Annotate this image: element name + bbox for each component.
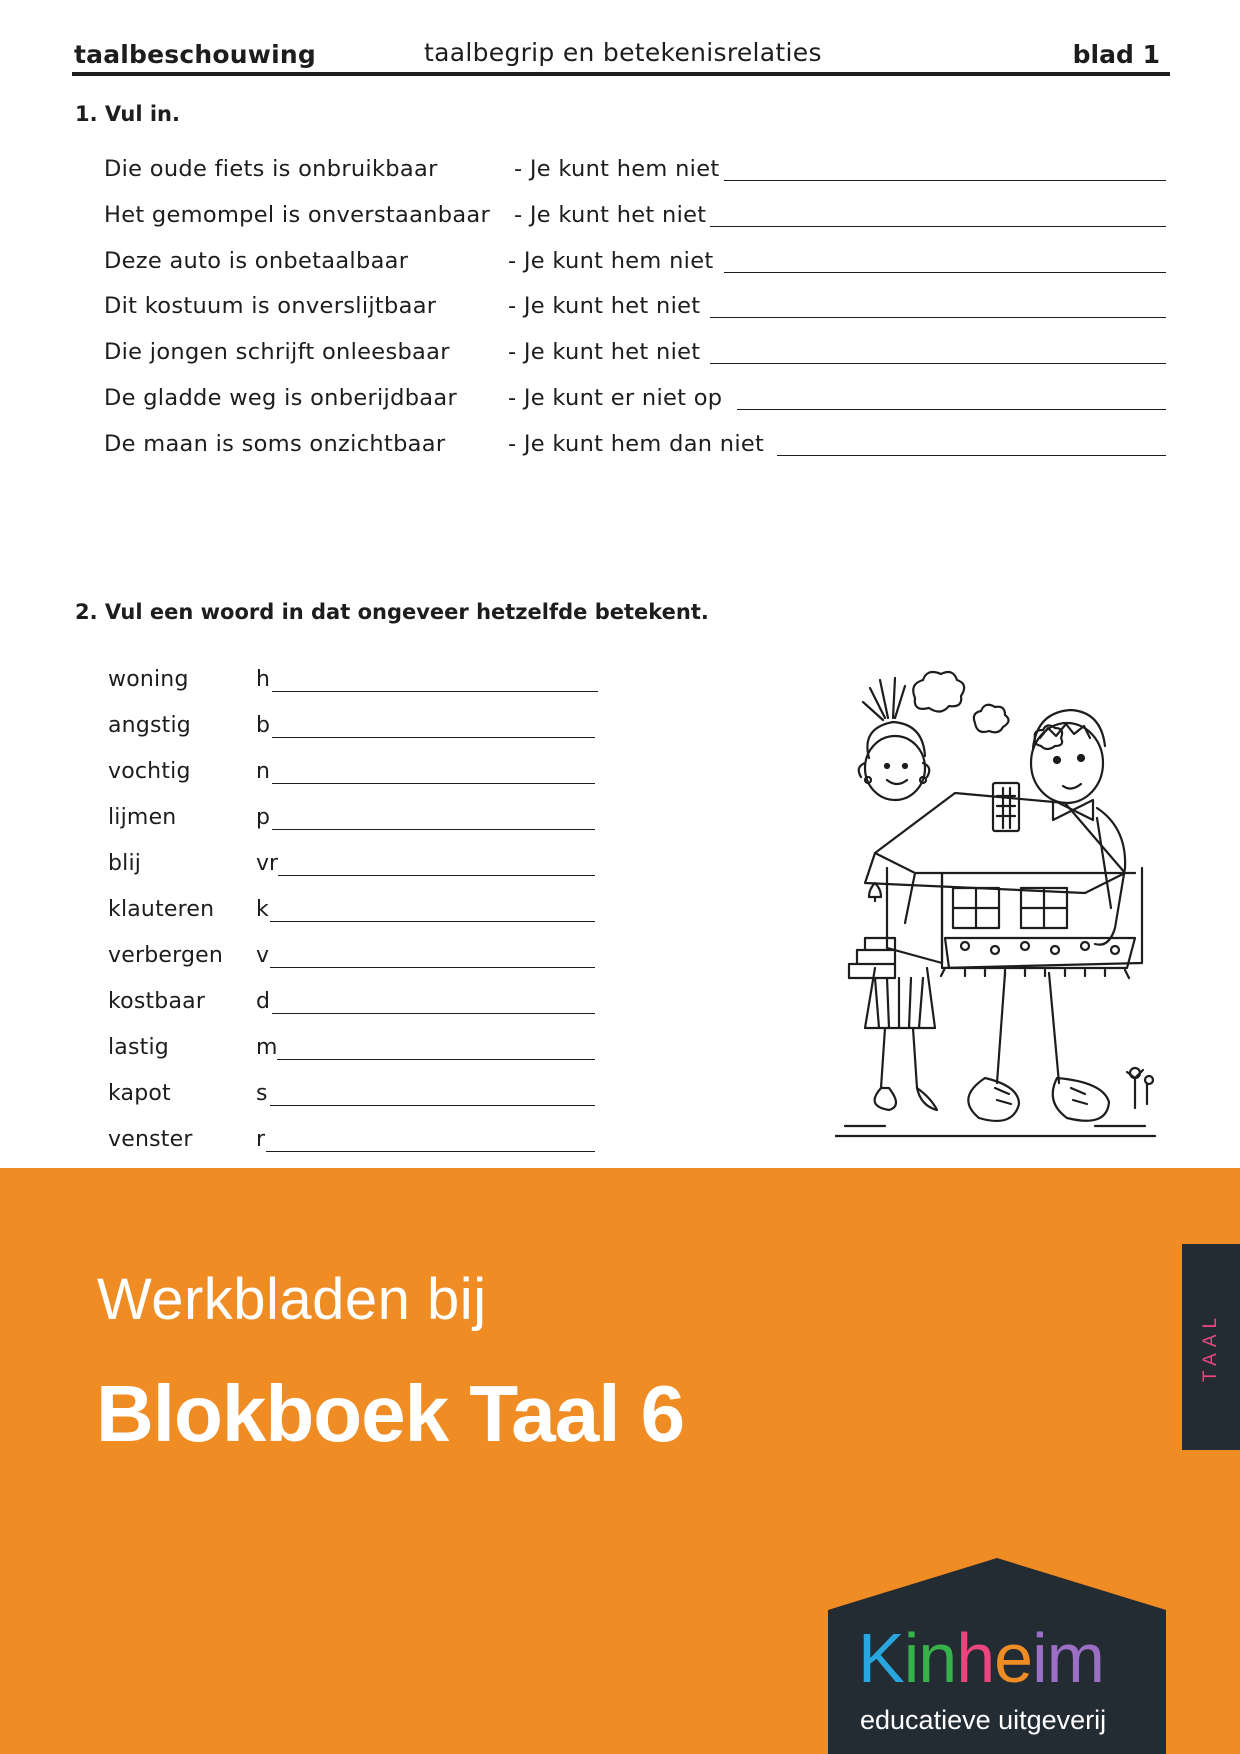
- answer-line[interactable]: [278, 875, 595, 876]
- synonym-row: [0, 989, 620, 1019]
- answer-line[interactable]: [270, 921, 595, 922]
- kinheim-logo: [828, 1558, 1166, 1754]
- synonym-word: angstig: [108, 713, 191, 738]
- synonym-row: [0, 667, 620, 697]
- exercise1-row: [0, 339, 1240, 369]
- synonym-row: [0, 851, 620, 881]
- exercise2-title: 2. Vul een woord in dat ongeveer hetzelfde betekent.: [75, 600, 709, 624]
- exercise1-prompt: - Je kunt hem niet: [508, 248, 714, 274]
- synonym-row: [0, 805, 620, 835]
- synonym-row: [0, 1081, 620, 1111]
- synonym-hint: v: [256, 943, 270, 968]
- exercise1-prompt: - Je kunt het niet: [514, 202, 707, 228]
- cover-banner: [0, 1168, 1240, 1754]
- exercise1-row: [0, 156, 1240, 186]
- page-header: [72, 34, 1170, 76]
- answer-line[interactable]: [724, 272, 1166, 273]
- answer-line[interactable]: [724, 180, 1166, 181]
- answer-line[interactable]: [777, 455, 1166, 456]
- synonym-word: kapot: [108, 1081, 171, 1106]
- answer-line[interactable]: [272, 783, 595, 784]
- exercise1-prompt: - Je kunt hem dan niet: [508, 431, 765, 457]
- synonym-hint: r: [256, 1127, 266, 1152]
- answer-line[interactable]: [270, 967, 595, 968]
- exercise1-prompt: - Je kunt het niet: [508, 339, 701, 365]
- logo-letter: K: [858, 1619, 904, 1697]
- sheet-number: blad 1: [1072, 40, 1160, 69]
- answer-line[interactable]: [272, 1013, 595, 1014]
- synonym-row: [0, 1035, 620, 1065]
- synonym-hint: k: [256, 897, 269, 922]
- synonym-hint: d: [256, 989, 270, 1014]
- synonym-word: verbergen: [108, 943, 224, 968]
- answer-line[interactable]: [266, 1151, 595, 1152]
- exercise1-title: 1. Vul in.: [75, 102, 180, 126]
- answer-line[interactable]: [277, 1059, 595, 1060]
- logo-wordmark: [858, 1618, 1104, 1698]
- answer-line[interactable]: [710, 226, 1166, 227]
- synonym-word: venster: [108, 1127, 193, 1152]
- synonym-hint: n: [256, 759, 270, 784]
- answer-line[interactable]: [272, 691, 598, 692]
- logo-letter: i: [1032, 1619, 1047, 1697]
- answer-line[interactable]: [272, 737, 595, 738]
- exercise1-sentence: Dit kostuum is onverslijtbaar: [104, 293, 437, 319]
- synonym-hint: vr: [256, 851, 279, 876]
- subject-tab: [1182, 1244, 1240, 1450]
- logo-letter: n: [918, 1619, 957, 1697]
- synonym-hint: p: [256, 805, 270, 830]
- synonym-row: [0, 943, 620, 973]
- cover-subtitle: Werkbladen bij: [97, 1267, 487, 1332]
- exercise1-sentence: Het gemompel is onverstaanbaar: [104, 202, 491, 228]
- synonym-hint: h: [256, 667, 270, 692]
- exercise1-row: [0, 248, 1240, 278]
- logo-tagline: educatieve uitgeverij: [860, 1705, 1107, 1735]
- exercise1-prompt: - Je kunt het niet: [508, 293, 701, 319]
- synonym-row: [0, 713, 620, 743]
- answer-line[interactable]: [270, 1105, 595, 1106]
- exercise1-sentence: Die jongen schrijft onleesbaar: [104, 339, 450, 365]
- answer-line[interactable]: [710, 317, 1166, 318]
- synonym-word: klauteren: [108, 897, 215, 922]
- children-carrying-house-illustration: [835, 668, 1165, 1148]
- synonym-row: [0, 759, 620, 789]
- exercise1-prompt: - Je kunt er niet op: [508, 385, 723, 411]
- answer-line[interactable]: [737, 409, 1166, 410]
- synonym-hint: m: [256, 1035, 278, 1060]
- exercise1-prompt: - Je kunt hem niet: [514, 156, 720, 182]
- exercise1-sentence: De gladde weg is onberijdbaar: [104, 385, 458, 411]
- logo-letter: e: [994, 1619, 1033, 1697]
- cover-title: Blokboek Taal 6: [96, 1369, 685, 1458]
- synonym-word: lastig: [108, 1035, 169, 1060]
- exercise1-row: [0, 431, 1240, 461]
- answer-line[interactable]: [272, 829, 595, 830]
- subject-tab-label: TAAL: [1200, 1311, 1221, 1383]
- logo-letter: h: [956, 1619, 995, 1697]
- synonym-word: vochtig: [108, 759, 191, 784]
- synonym-hint: b: [256, 713, 270, 738]
- topic-label: taalbegrip en betekenisrelaties: [424, 38, 822, 67]
- synonym-word: kostbaar: [108, 989, 206, 1014]
- synonym-row: [0, 1127, 620, 1157]
- exercise1-row: [0, 202, 1240, 232]
- exercise1-sentence: Die oude fiets is onbruikbaar: [104, 156, 438, 182]
- synonym-hint: s: [256, 1081, 268, 1106]
- exercise1-row: [0, 385, 1240, 415]
- exercise1-sentence: De maan is soms onzichtbaar: [104, 431, 446, 457]
- synonym-row: [0, 897, 620, 927]
- logo-letter: i: [903, 1619, 919, 1697]
- synonym-word: woning: [108, 667, 189, 692]
- answer-line[interactable]: [710, 363, 1166, 364]
- logo-letter: m: [1046, 1619, 1104, 1697]
- exercise1-row: [0, 293, 1240, 323]
- exercise1-sentence: Deze auto is onbetaalbaar: [104, 248, 409, 274]
- synonym-word: lijmen: [108, 805, 177, 830]
- synonym-word: blij: [108, 851, 142, 876]
- subject-label: taalbeschouwing: [74, 40, 316, 69]
